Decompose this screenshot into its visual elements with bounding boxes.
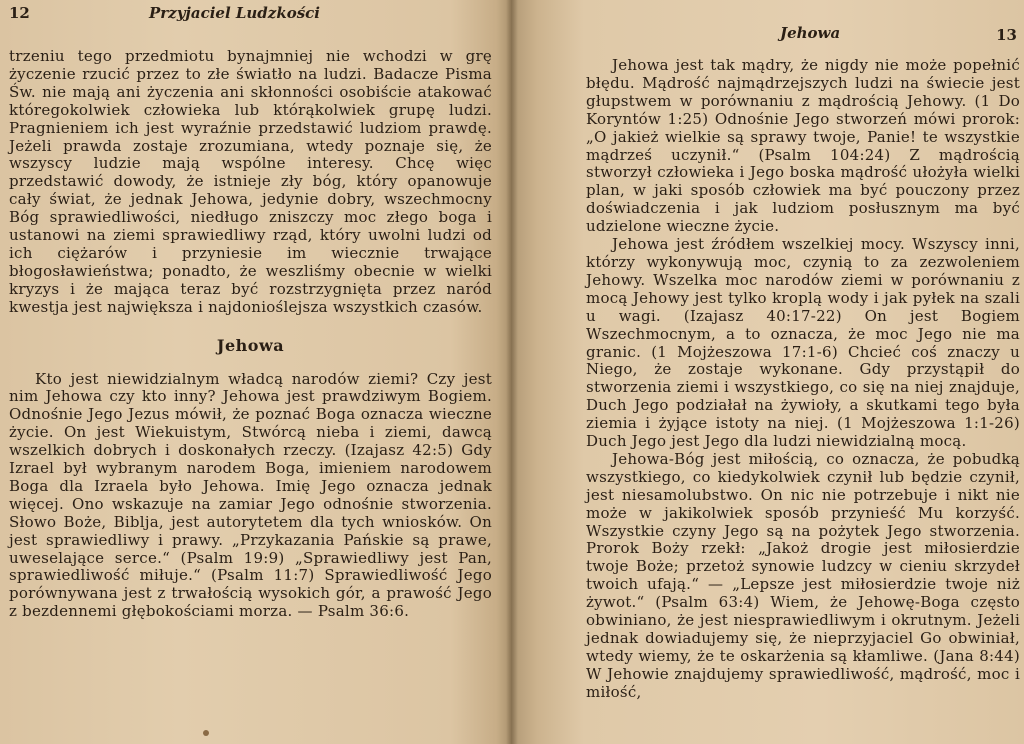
section-heading: Jehowa (216, 335, 285, 355)
running-title: Przyjaciel Ludzkości (149, 4, 320, 22)
paragraph: Jehowa jest źródłem wszelkiej mocy. Wszyscy inni, którzy wykonywują moc, czynią to za zezwoleniem Jehowy. Wszelka moc narodów ziemi w porównaniu z mocą Jehowy jest tylko kroplą wody i jak pyłek na szali u wagi. (Izajasz 40:17-22) On jest Bogiem Wszechmocnym, a to oznacza, że moc Jego nie ma granic. (1 Mojżeszowa 17:1-6) Chcieć coś znaczy u Niego, że zostaje wykonane. Gdy przystąpił do stworzenia ziemi i wszystkiego, co się na niej znajduje, Duch Jego podziałał na żywioły, a skutkami tego była ziemia i żyjące istoty na niej. (1 Mojżeszowa 1:1-26) Duch Jego jest Jego dla ludzi niewidzialną mocą. (586, 235, 1020, 451)
running-title: Jehowa (780, 24, 841, 42)
page-blemish (203, 730, 209, 736)
right-body-text (586, 36, 1020, 702)
page-number: 12 (9, 4, 30, 22)
book-gutter (506, 0, 518, 744)
section-paragraph: Kto jest niewidzialnym władcą narodów ziemi? Czy jest nim Jehowa czy kto inny? Jehowa jest prawdziwym Bogiem. Odnośnie Jego Jezus mówił, że poznać Boga oznacza wieczne życie. On jest Wiekuistym, Stwórcą nieba i ziemi, dawcą wszelkich dobrych i doskonałych rzeczy. (Izajasz 42:5) Gdy Izrael był wybranym narodem Boga, imieniem narodowem Boga dla Izraela było Jehowa. Imię Jego oznacza jednak więcej. Ono wskazuje na zamiar Jego odnośnie stworzenia. Słowo Boże, Biblja, jest autorytetem dla tych wniosków. On jest sprawiedliwy i prawy. „Przykazania Pańskie są prawe, uweselające serce.“ (Psalm 19:9) „Sprawiedliwy jest Pan, sprawiedliwość miłuje.“ (Psalm 11:7) Sprawiedliwość Jego porównywana jest z trwałością wysokich gór, a prawość Jego z bezdennemi głębokościami morza. — Psalm 36:6. (9, 369, 492, 621)
left-body-text (9, 36, 492, 621)
left-running-head (9, 0, 492, 36)
page-number: 13 (996, 26, 1017, 44)
paragraph: Jehowa-Bóg jest miłością, co oznacza, że pobudką wszystkiego, co kiedykolwiek czynił lub będzie czynił, jest niesamolubstwo. On nic nie potrzebuje i nikt nie może w jakikolwiek sposób przynieść Mu korzyść. Wszystkie czyny Jego są na pożytek Jego stworzenia. Prorok Boży rzekł: „Jakoż drogie jest miłosierdzie twoje Boże; przetoż synowie ludzcy w cieniu skrzydeł twoich ufają.“ — „Lepsze jest miłosierdzie twoje niż żywot.“ (Psalm 63:4) Wiem, że Jehowę-Boga często obwiniano, że jest niesprawiedliwym i okrutnym. Jeżeli jednak dowiadujemy się, że nieprzyjaciel Go obwiniał, wtedy wiemy, że te oskarżenia są kłamliwe. (Jana 8:44) W Jehowie znajdujemy sprawiedliwość, mądrość, moc i miłość, (586, 449, 1020, 701)
paragraph: Jehowa jest tak mądry, że nigdy nie może popełnić błędu. Mądrość najmądrzejszych ludzi na świecie jest głupstwem w porównaniu z mądrością Jehowy. (1 Do Koryntów 1:25) Odnośnie Jego stworzeń mówi prorok: „O jakież wielkie są sprawy twoje, Panie! te wszystkie mądrześ uczynił.“ (Psalm 104:24) Z mądrością stworzył człowieka i Jego boska mądrość ułożyła wielki plan, w jaki sposób człowiek ma być pouczony przez doświadczenia i jak ludziom posłusznym ma być udzielone wieczne życie. (586, 56, 1020, 236)
right-running-head (586, 0, 1020, 44)
intro-paragraph: trzeniu tego przedmiotu bynajmniej nie wchodzi w grę życzenie rzucić przez to złe światło na ludzi. Badacze Pisma Św. nie mają ani życzenia ani skłonności osobiście atakować któregokolwiek człowieka lub którąkolwiek grupę ludzi. Pragnieniem ich jest wyraźnie przedstawić ludziom prawdę. Jeżeli prawda zostaje zrozumiana, wtedy poznaje się, że wszyscy ludzie mają wspólne interesy. Chcę więc przedstawić dowody, że istnieje zły bóg, który opanowuje cały świat, że jednak Jehowa, jedynie dobry, wszechmocny Bóg sprawiedliwości, niedługo zniszczy moc złego boga i ustanowi na ziemi sprawiedliwy rząd, który uwolni ludzi od ich ciężarów i przyniesie im wiecznie trwające błogosławieństwa; ponadto, że weszliśmy obecnie w wielki kryzys i że mająca teraz być rozstrzygnięta przez naród kwestja jest największa i najdonioślejsza wszystkich czasów. (9, 47, 492, 316)
right-page (512, 0, 1024, 744)
